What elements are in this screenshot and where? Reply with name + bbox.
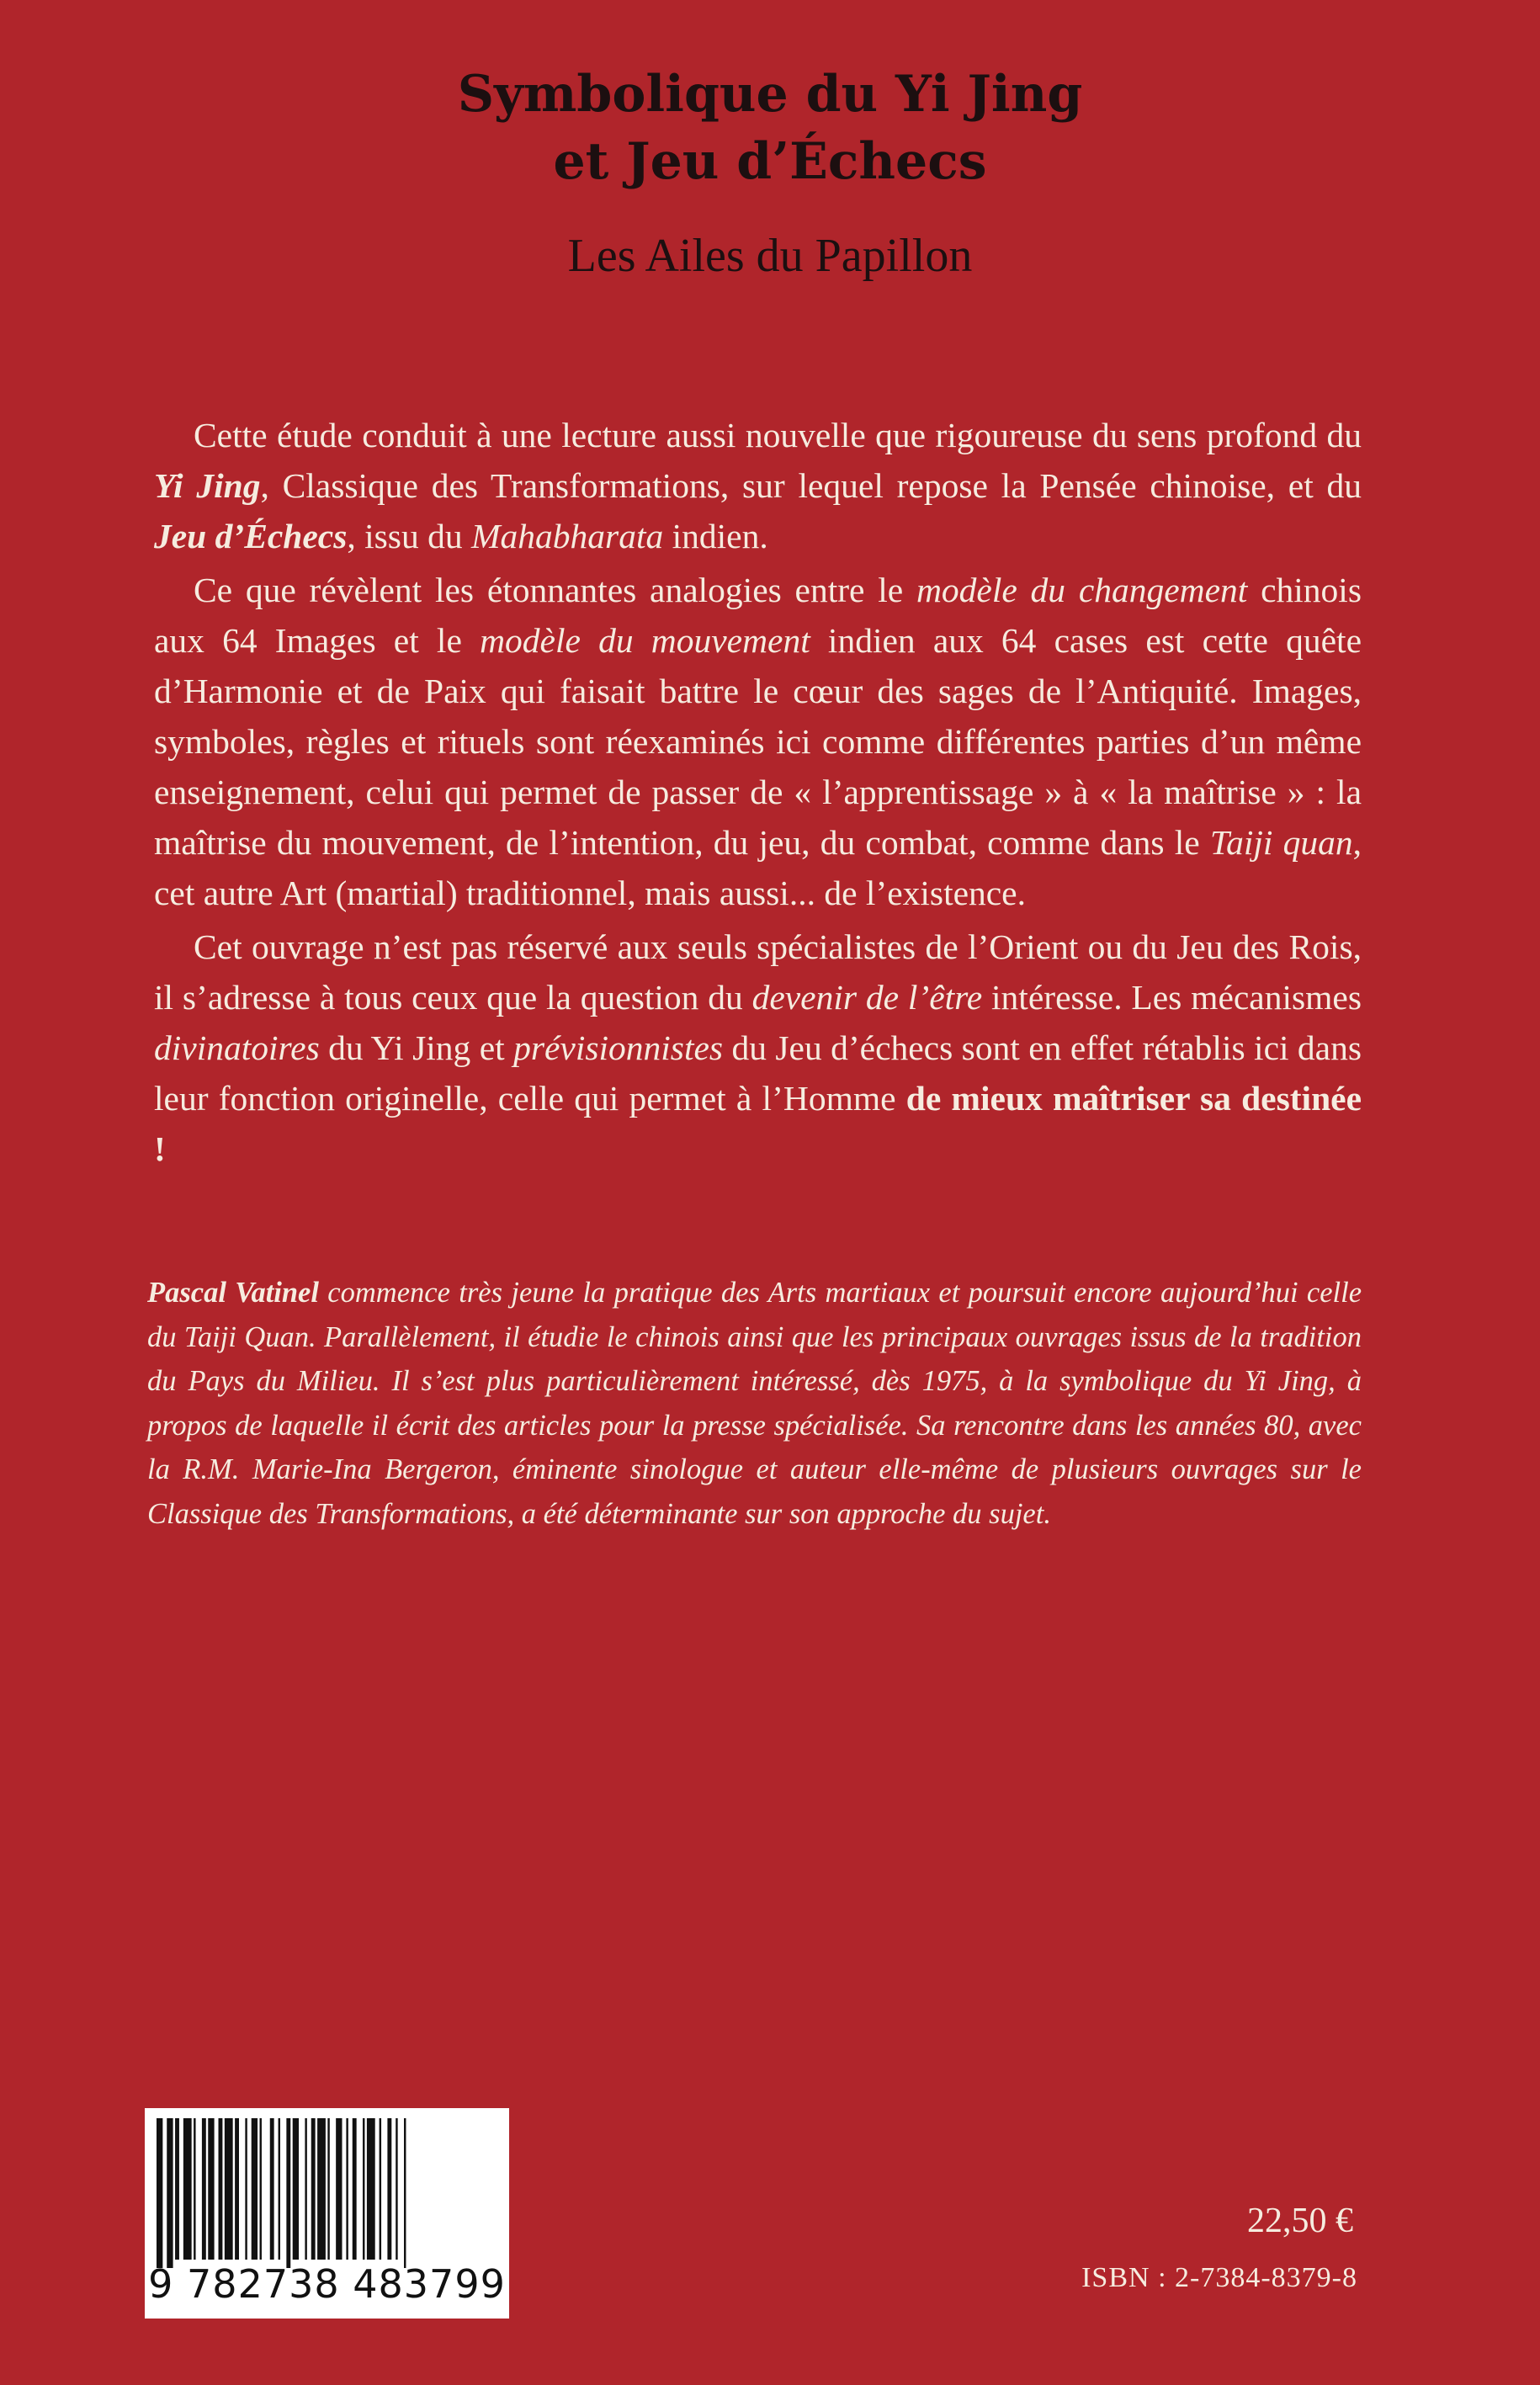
book-subtitle: Les Ailes du Papillon [567, 230, 973, 282]
barcode-bar [235, 2118, 239, 2260]
description-paragraph-1: Cette étude conduit à une lecture aussi nouvelle que rigoureuse du sens profond du Yi Jing, Classique des Transformations, sur lequel repose la Pensée chinoise, et du Jeu d’Échecs, issu du Mahabharata indien. [154, 416, 1362, 555]
description-paragraph-3: Cet ouvrage n’est pas réservé aux seuls spécialistes de l’Orient ou du Jeu des Rois, il s’adresse à tous ceux que la question du devenir de l’être intéresse. Les mécanismes divinatoires du Yi Jing et prévisionnistes du Jeu d’échecs sont en effet rétablis ici dans leur fonction originelle, celle qui permet à l’Homme de mieux maîtriser sa destinée ! [154, 927, 1362, 1168]
isbn: ISBN : 2-7384-8379-8 [1081, 2262, 1357, 2293]
barcode-bar [380, 2118, 381, 2260]
barcode-bar [270, 2118, 274, 2260]
barcode-bar [404, 2118, 406, 2268]
barcode [145, 2108, 509, 2319]
barcode-bars [145, 2108, 509, 2268]
barcode-bar [157, 2118, 162, 2268]
barcode-bar [208, 2118, 214, 2260]
barcode-bar [245, 2118, 247, 2260]
barcode-bar [293, 2118, 299, 2260]
barcode-bar [183, 2118, 192, 2260]
barcode-bar [305, 2118, 306, 2260]
jeu-echecs-emphasis: Jeu d’Échecs [154, 517, 348, 555]
barcode-bar [252, 2118, 258, 2260]
barcode-bar [363, 2118, 364, 2260]
barcode-bar [311, 2118, 316, 2260]
closing-statement: de mieux maîtriser sa destinée ! [154, 1079, 1362, 1168]
barcode-bar [225, 2118, 233, 2260]
barcode-bar [194, 2118, 195, 2260]
barcode-bar [202, 2118, 206, 2260]
barcode-bar [367, 2118, 375, 2260]
barcode-bar [286, 2118, 290, 2268]
barcode-bar [327, 2118, 329, 2260]
book-title-line-2: et Jeu d’Échecs [553, 132, 987, 191]
mahabharata-emphasis: Mahabharata [470, 517, 664, 555]
price: 22,50 € [1247, 2202, 1353, 2240]
barcode-bar [353, 2118, 357, 2260]
barcode-bar [336, 2118, 342, 2260]
barcode-bar [175, 2118, 179, 2260]
book-title-line-1: Symbolique du Yi Jing [457, 65, 1083, 124]
barcode-bar [396, 2118, 397, 2260]
barcode-bar [317, 2118, 326, 2260]
author-bio-text: commence très jeune la pratique des Arts martiaux et poursuit encore aujourd’hui celle du Taiji Quan. Parallèlement, il étudie le chinois ainsi que les principaux ouvrages issus de la tradition du Pays du Milieu. Il s’est plus particulièrement intéressé, dès 1975, à la symbolique du Yi Jing, à propos de laquelle il écrit des articles pour la presse spécialisée. Sa rencontre dans les années 80, avec la R.M. Marie-Ina Bergeron, éminente sinologue et auteur elle-même de plusieurs ouvrages sur le Classique des Transformations, a été déterminante sur son approche du sujet. [147, 1277, 1362, 1530]
barcode-bar [279, 2118, 280, 2260]
author-name: Pascal Vatinel [147, 1277, 319, 1309]
author-bio [147, 1271, 1362, 1536]
barcode-bar [346, 2118, 348, 2260]
barcode-bar [260, 2118, 262, 2260]
barcode-digits: 9 782738 483799 [148, 2261, 506, 2307]
book-description [154, 410, 1362, 1177]
barcode-bar [219, 2118, 223, 2260]
barcode-bar [167, 2118, 173, 2268]
description-paragraph-2: Ce que révèlent les étonnantes analogies entre le modèle du changement chinois aux 64 Images et le modèle du mouvement indien aux 64 cases est cette quête d’Harmonie et de Paix qui faisait battre le cœur des sages de l’Antiquité. Images, symboles, règles et rituels sont réexaminés ici comme différentes parties d’un même enseignement, celui qui permet de passer de « l’apprentissage » à « la maîtrise » : la maîtrise du mouvement, de l’intention, du jeu, du combat, comme dans le Taiji quan, cet autre Art (martial) traditionnel, mais aussi... de l’existence. [154, 571, 1362, 912]
yi-jing-emphasis: Yi Jing [154, 466, 261, 505]
barcode-bar [387, 2118, 391, 2260]
